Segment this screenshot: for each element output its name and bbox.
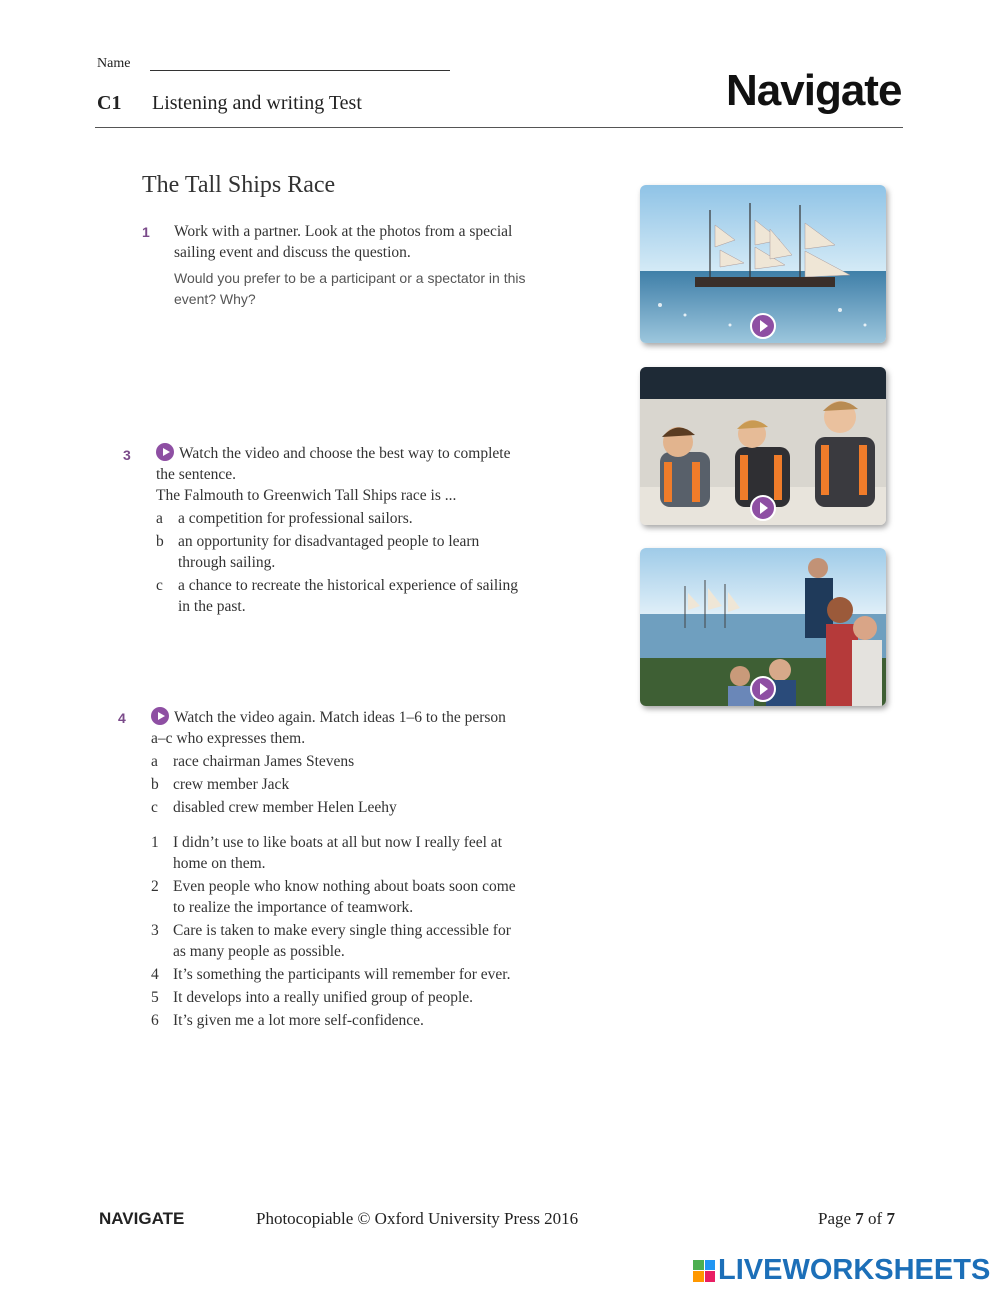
exercise-3-option-b[interactable] bbox=[156, 531, 616, 573]
video-play-icon[interactable] bbox=[156, 443, 174, 461]
video-play-button[interactable] bbox=[750, 495, 776, 521]
page-current: 7 bbox=[855, 1209, 864, 1228]
liveworksheets-watermark bbox=[693, 1254, 990, 1287]
section-title: The Tall Ships Race bbox=[142, 172, 336, 198]
video-play-button[interactable] bbox=[750, 313, 776, 339]
idea-key: 1 bbox=[151, 834, 159, 851]
exercise-4-instruction-line2: a–c who expresses them. bbox=[151, 730, 306, 747]
idea-3 bbox=[151, 920, 611, 962]
name-field-line[interactable] bbox=[150, 70, 450, 71]
option-text: an opportunity for disadvantaged people to learn bbox=[178, 533, 480, 550]
spectators-photo bbox=[640, 548, 886, 706]
idea-text: Even people who know nothing about boats soon come bbox=[173, 878, 516, 895]
exercise-3-number: 3 bbox=[123, 447, 131, 463]
idea-key: 5 bbox=[151, 989, 159, 1006]
page-prefix: Page bbox=[818, 1209, 852, 1228]
level-label: C1 bbox=[97, 92, 122, 114]
idea-2 bbox=[151, 876, 611, 918]
idea-5 bbox=[151, 987, 611, 1008]
idea-4 bbox=[151, 964, 611, 985]
exercise-1-instruction-line1: Work with a partner. Look at the photos from a special bbox=[174, 223, 513, 240]
idea-text: It’s given me a lot more self-confidence. bbox=[173, 1012, 424, 1029]
idea-text: I didn’t use to like boats at all but now I really feel at bbox=[173, 834, 502, 851]
idea-text-cont: to realize the importance of teamwork. bbox=[173, 899, 414, 916]
exercise-3-option-c[interactable] bbox=[156, 575, 616, 617]
person-a bbox=[151, 751, 611, 772]
option-key: a bbox=[156, 510, 163, 527]
person-c bbox=[151, 797, 611, 818]
page-of: of bbox=[868, 1209, 883, 1228]
idea-key: 6 bbox=[151, 1012, 159, 1029]
exercise-3-instruction-line2: the sentence. bbox=[156, 466, 237, 483]
idea-text: It develops into a really unified group of people. bbox=[173, 989, 474, 1006]
idea-text: It’s something the participants will remember for ever. bbox=[173, 966, 511, 983]
exercise-3-instruction-text: Watch the video and choose the best way to complete bbox=[179, 445, 511, 462]
video-play-button[interactable] bbox=[750, 676, 776, 702]
exercise-3-option-a[interactable] bbox=[156, 508, 616, 529]
footer-copyright: Photocopiable © Oxford University Press 2016 bbox=[256, 1209, 579, 1228]
exercise-4-instruction-line1 bbox=[151, 707, 611, 728]
idea-1 bbox=[151, 832, 611, 874]
exercise-1-question-line2: event? Why? bbox=[174, 291, 256, 307]
page-number bbox=[818, 1209, 895, 1229]
idea-6 bbox=[151, 1010, 611, 1031]
idea-key: 3 bbox=[151, 922, 159, 939]
person-text: race chairman James Stevens bbox=[173, 753, 355, 770]
person-key: c bbox=[151, 799, 158, 816]
liveworksheets-text: LIVEWORKSHEETS bbox=[718, 1254, 991, 1286]
name-label: Name bbox=[97, 56, 131, 71]
option-key: c bbox=[156, 577, 163, 594]
exercise-1-instruction-line2: sailing event and discuss the question. bbox=[174, 244, 411, 261]
person-key: a bbox=[151, 753, 158, 770]
idea-text-cont: as many people as possible. bbox=[173, 943, 345, 960]
exercise-3-stem: The Falmouth to Greenwich Tall Ships race is ... bbox=[156, 487, 457, 504]
exercise-3 bbox=[156, 443, 616, 619]
footer-brand: NAVIGATE bbox=[99, 1209, 185, 1228]
exercise-1-number: 1 bbox=[142, 224, 150, 240]
exercise-4-instruction-text: Watch the video again. Match ideas 1–6 to the person bbox=[174, 709, 506, 726]
page-total: 7 bbox=[886, 1209, 895, 1228]
idea-key: 4 bbox=[151, 966, 159, 983]
exercise-1 bbox=[174, 221, 614, 310]
header-divider bbox=[95, 127, 903, 128]
idea-text-cont: home on them. bbox=[173, 855, 266, 872]
exercise-4-number: 4 bbox=[118, 710, 126, 726]
idea-key: 2 bbox=[151, 878, 159, 895]
option-key: b bbox=[156, 533, 164, 550]
exercise-1-question-line1: Would you prefer to be a participant or a spectator in this bbox=[174, 270, 526, 286]
test-title: Listening and writing Test bbox=[152, 92, 362, 114]
person-key: b bbox=[151, 776, 159, 793]
tall-ships-photo bbox=[640, 185, 886, 343]
person-text: disabled crew member Helen Leehy bbox=[173, 799, 397, 816]
option-text-cont: through sailing. bbox=[178, 554, 276, 571]
option-text: a competition for professional sailors. bbox=[178, 510, 413, 527]
crew-members-photo bbox=[640, 367, 886, 525]
exercise-4 bbox=[151, 707, 611, 1033]
person-text: crew member Jack bbox=[173, 776, 290, 793]
video-play-icon[interactable] bbox=[151, 707, 169, 725]
option-text-cont: in the past. bbox=[178, 598, 246, 615]
liveworksheets-logo-icon bbox=[693, 1260, 715, 1282]
person-b bbox=[151, 774, 611, 795]
option-text: a chance to recreate the historical experience of sailing bbox=[178, 577, 518, 594]
exercise-3-instruction-line1 bbox=[156, 443, 616, 464]
idea-text: Care is taken to make every single thing accessible for bbox=[173, 922, 511, 939]
brand-logo: Navigate bbox=[726, 66, 902, 115]
